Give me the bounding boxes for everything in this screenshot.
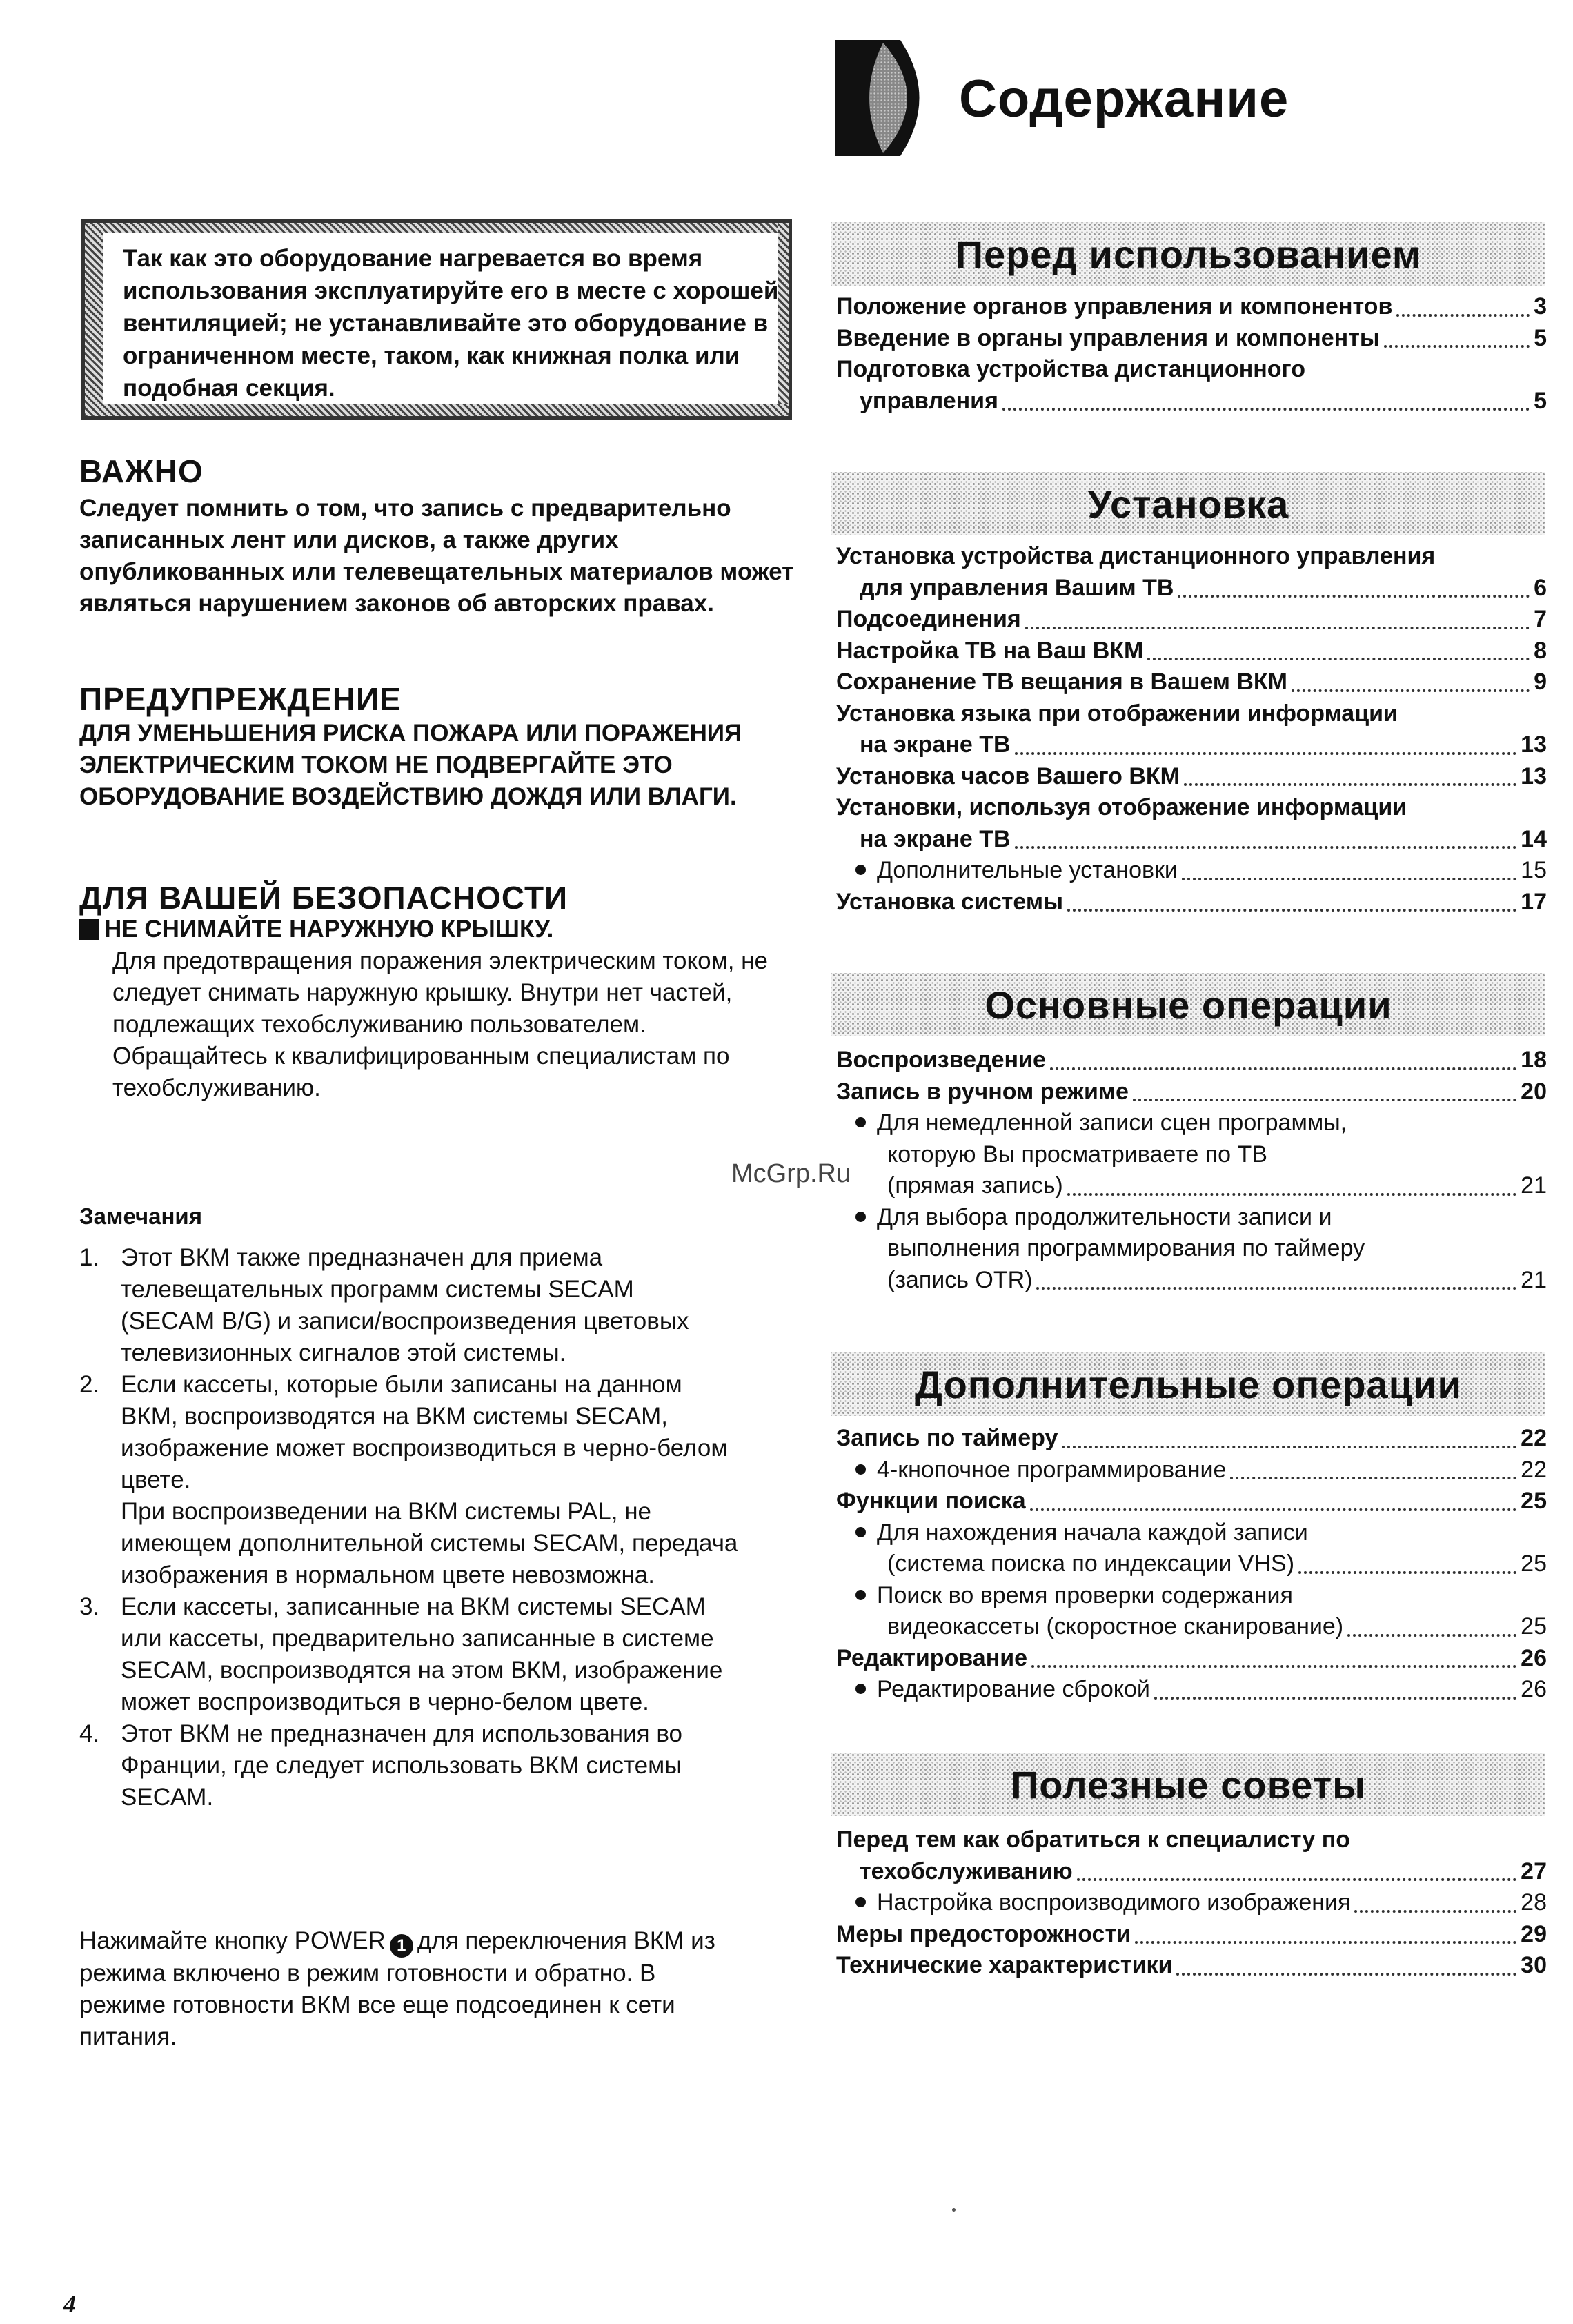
note-item: 2. Если кассеты, которые были записаны на данном ВКМ, воспроизводятся на ВКМ системы SECAM, изображение может воспроизводиться в черно-белом цвете. При воспроизведении на ВКМ системы PAL, не имеющем дополнительной системы SECAM, передача изображения в нормальном цвете невозможна. [79,1371,738,1588]
toc-entry[interactable]: Редактирование 26 [836,1644,1547,1671]
page-number: 4 [63,2290,76,2318]
toc-subentry[interactable]: Для нахождения начала каждой записи (система поиска по индексации VHS) 25 [836,1517,1547,1580]
bullet-icon [855,1117,866,1127]
safety-heading: ДЛЯ ВАШЕЙ БЕЗОПАСНОСТИ [79,880,568,916]
toc-tips [836,1824,1547,1982]
note-item: 1. Этот ВКМ также предназначен для приема телевещательных программ системы SECAM (SECAM B/G) и записи/воспроизведения цветовых телевизионных сигналов этой системы. [79,1244,689,1366]
toc-entry[interactable]: Установка устройства дистанционного управления для управления Вашим ТВ 6 [836,543,1547,601]
safety-subheading: НЕ СНИМАЙТЕ НАРУЖНУЮ КРЫШКУ. [104,916,554,943]
toc-entry[interactable]: Подготовка устройства дистанционного управления 5 [836,356,1547,414]
toc-entry[interactable]: Установка языка при отображении информации на экране ТВ 13 [836,700,1547,758]
toc-entry[interactable]: Сохранение ТВ вещания в Вашем ВКМ 9 [836,669,1547,695]
page-title: Содержание [959,70,1289,128]
caution-heading: ПРЕДУПРЕЖДЕНИЕ [79,681,402,717]
bullet-icon [855,1897,866,1907]
toc-entry[interactable]: Запись по таймеру 22 [836,1425,1547,1451]
toc-entry[interactable]: Функции поиска 25 [836,1488,1547,1514]
toc-entry[interactable]: Введение в органы управления и компоненты 5 [836,324,1547,351]
notes-heading: Замечания [79,1203,202,1229]
toc-subentry[interactable]: Редактирование сброкой 26 [836,1674,1547,1706]
toc-basic [836,1045,1547,1296]
square-bullet-icon [79,919,99,940]
safety-section [79,882,811,1104]
toc-subentry[interactable]: Для немедленной записи сцен программы, которую Вы просматриваете по ТВ (прямая запись) 21 [836,1107,1547,1202]
toc-subentry[interactable]: 4-кнопочное программирование 22 [836,1455,1547,1486]
toc-entry[interactable]: Положение органов управления и компонентов 3 [836,293,1547,319]
toc-subentry[interactable]: Настройка воспроизводимого изображения 28 [836,1887,1547,1919]
toc-section-header-setup: Установка [831,472,1545,535]
note-item: 3. Если кассеты, записанные на ВКМ системы SECAM или кассеты, предварительно записанные в системе SECAM, воспроизводятся на этом ВКМ, изображение может воспроизводиться в черно-белом цвете. [79,1593,723,1715]
toc-entry[interactable]: Подсоединения 7 [836,606,1547,632]
title-tab-graphic [835,40,938,156]
important-text: Следует помнить о том, что запись с предварительно записанных лент или дисков, а также других опубликованных или телевещательных материалов может являться нарушением законов об авторских правах. [79,495,794,617]
important-section [79,455,811,620]
toc-subentry[interactable]: Дополнительные установки 15 [836,855,1547,887]
power-button-number-icon: 1 [390,1934,413,1958]
bullet-icon [855,1527,866,1537]
toc-subentry[interactable]: Поиск во время проверки содержания видеокассеты (скоростное сканирование) 25 [836,1580,1547,1643]
bullet-icon [855,865,866,875]
toc-setup [836,541,1547,918]
toc-entry[interactable]: Запись в ручном режиме 20 [836,1078,1547,1105]
toc-additional [836,1423,1547,1706]
toc-entry[interactable]: Воспроизведение 18 [836,1047,1547,1073]
caution-section [79,683,811,813]
toc-entry[interactable]: Настройка ТВ на Ваш ВКМ 8 [836,637,1547,664]
scan-speck [952,2208,956,2212]
heat-warning-text: Так как это оборудование нагревается во время использования эксплуатируйте его в месте с хорошей вентиляцией; не устанавливайте это оборудование в ограниченном месте, таком, как книжная полка или подобная секция. [123,245,779,402]
bullet-icon [855,1212,866,1222]
toc-section-header-before-use: Перед использованием [831,222,1545,286]
toc-entry[interactable]: Перед тем как обратиться к специалисту по техобслуживанию 27 [836,1826,1547,1884]
bullet-icon [855,1464,866,1475]
toc-entry[interactable]: Установка системы 17 [836,888,1547,915]
toc-section-header-basic: Основные операции [831,973,1545,1036]
notes-section [79,1201,811,1813]
watermark: McGrp.Ru [731,1159,851,1188]
toc-subentry[interactable]: Для выбора продолжительности записи и выполнения программирования по таймеру (запись OTR) 21 [836,1202,1547,1297]
toc-entry[interactable]: Установка часов Вашего ВКМ 13 [836,762,1547,789]
note-item: 4. Этот ВКМ не предназначен для использования во Франции, где следует использовать ВКМ системы SECAM. [79,1720,683,1811]
caution-text: ДЛЯ УМЕНЬШЕНИЯ РИСКА ПОЖАРА ИЛИ ПОРАЖЕНИЯ ЭЛЕКТРИЧЕСКИМ ТОКОМ НЕ ПОДВЕРГАЙТЕ ЭТО ОБОРУДОВАНИЕ ВОЗДЕЙСТВИЮ ДОЖДЯ ИЛИ ВЛАГИ. [79,720,742,810]
bullet-icon [855,1590,866,1600]
toc-section-header-tips: Полезные советы [831,1753,1545,1816]
toc-entry[interactable]: Меры предосторожности 29 [836,1920,1547,1947]
safety-text: Для предотвращения поражения электрическим током, не следует снимать наружную крышку. Внутри нет частей, подлежащих техобслуживанию пользователем. Обращайтесь к квалифицированным специалистам по техобслуживанию. [112,947,768,1101]
important-heading: ВАЖНО [79,453,204,489]
toc-section-header-additional: Дополнительные операции [831,1352,1545,1416]
toc-entry[interactable]: Технические характеристики 30 [836,1952,1547,1978]
power-note: Нажимайте кнопку POWER 1 для переключения ВКМ из режима включено в режим готовности и обратно. В режиме готовности ВКМ все еще подсоединен к сети питания. [79,1927,715,2050]
bullet-icon [855,1684,866,1694]
toc-entry[interactable]: Установки, используя отображение информации на экране ТВ 14 [836,794,1547,852]
heat-warning-box [81,219,792,420]
toc-before-use [836,291,1547,417]
